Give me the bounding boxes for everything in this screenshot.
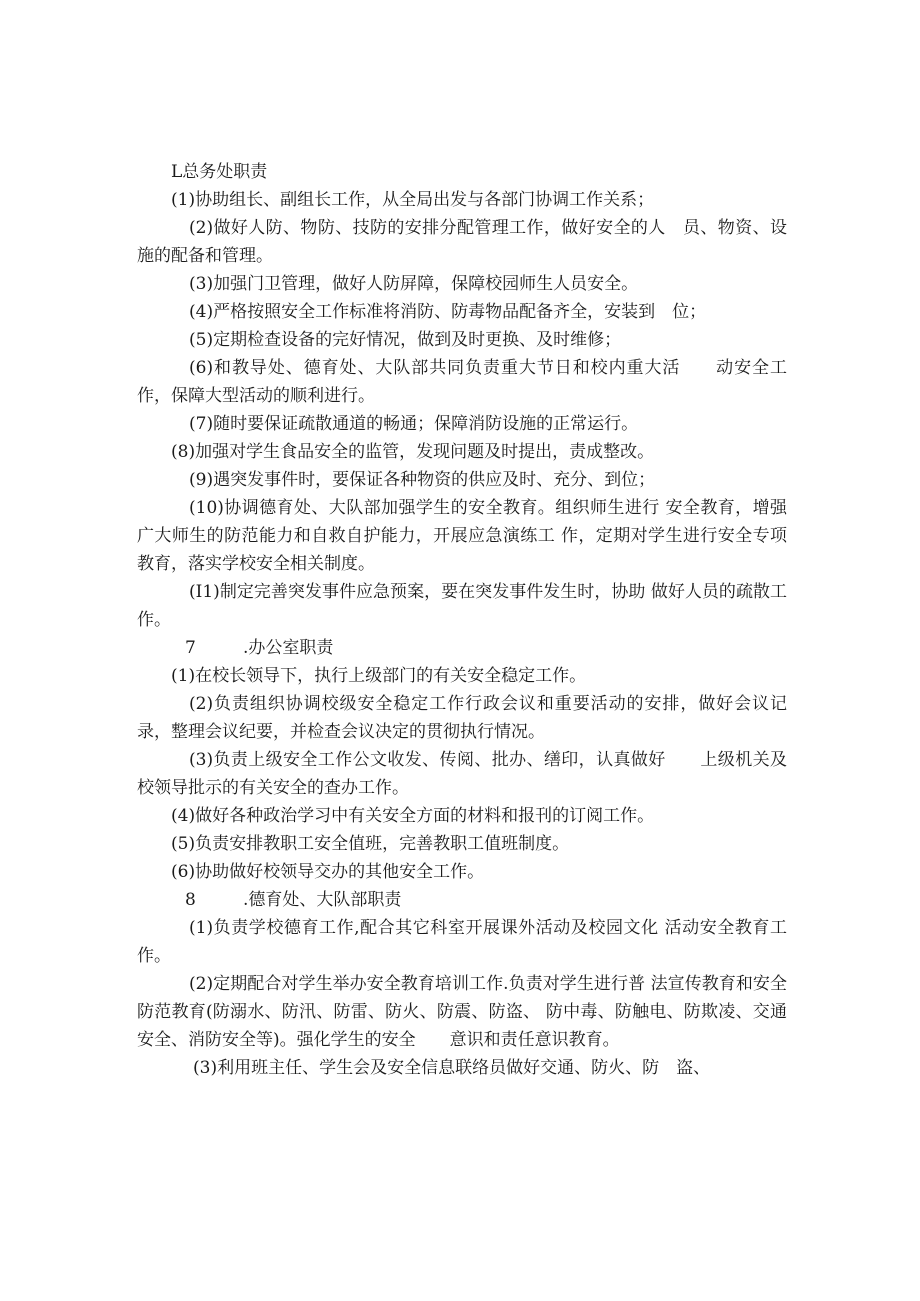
section-moral-number: 8 (185, 890, 196, 910)
general-item-6: (6)和教导处、德育处、大队部共同负责重大节日和校内重大活 动安全工作，保障大型活动的顺利进行。 (137, 358, 787, 406)
office-item-3: (3)负责上级安全工作公文收发、传阅、批办、缮印，认真做好 上级机关及校领导批示的有关安全的查办工作。 (137, 750, 787, 798)
general-item-9: (9)遇突发事件时，要保证各种物资的供应及时、充分、到位； (189, 470, 656, 490)
office-item-5: (5)负责安排教职工安全值班，完善教职工值班制度。 (171, 834, 570, 854)
general-item-4: (4)严格按照安全工作标准将消防、防毒物品配备齐全，安装到 位； (189, 302, 707, 322)
general-item-1: (1)协助组长、副组长工作，从全局出发与各部门协调工作关系； (171, 190, 655, 210)
office-item-2: (2)负责组织协调校级安全稳定工作行政会议和重要活动的安排，做好会议记录，整理会议纪要，并检查会议决定的贯彻执行情况。 (137, 694, 787, 742)
section-office-title: .办公室职责 (243, 638, 334, 658)
document-body (137, 158, 787, 1082)
general-item-11: (I1)制定完善突发事件应急预案，要在突发事件发生时，协助 做好人员的疏散工作。 (137, 582, 787, 630)
section-office-number: 7 (185, 638, 196, 658)
moral-item-3: (3)利用班主任、学生会及安全信息联络员做好交通、防火、防 盗、 (193, 1058, 711, 1078)
office-item-6: (6)协助做好校领导交办的其他安全工作。 (171, 862, 485, 882)
general-item-10: (10)协调德育处、大队部加强学生的安全教育。组织师生进行 安全教育，增强广大师生的防范能力和自救自护能力，开展应急演练工 作，定期对学生进行安全专项教育，落实学校安全相关制度。 (137, 498, 787, 574)
general-item-5: (5)定期检查设备的完好情况，做到及时更换、及时维修； (189, 330, 622, 350)
section-moral-heading (137, 886, 787, 914)
office-item-1: (1)在校长领导下，执行上级部门的有关安全稳定工作。 (171, 666, 587, 686)
office-item-4: (4)做好各种政治学习中有关安全方面的材料和报刊的订阅工作。 (171, 806, 655, 826)
general-item-7: (7)随时要保证疏散通道的畅通；保障消防设施的正常运行。 (189, 414, 639, 434)
section-general-title: L总务处职责 (171, 162, 268, 182)
moral-item-1: (1)负责学校德育工作,配合其它科室开展课外活动及校园文化 活动安全教育工作。 (137, 918, 787, 966)
general-item-8: (8)加强对学生食品安全的监管，发现问题及时提出，责成整改。 (171, 442, 655, 462)
moral-item-2: (2)定期配合对学生举办安全教育培训工作.负责对学生进行普 法宣传教育和安全防范教育(防溺水、防汛、防雷、防火、防震、防盗、 防中毒、防触电、防欺凌、交通安全、消防安全等)。强化学生的安全 意识和责任意识教育。 (137, 974, 787, 1050)
section-moral-title: .德育处、大队部职责 (243, 890, 402, 910)
general-item-2: (2)做好人防、物防、技防的安排分配管理工作，做好安全的人 员、物资、设施的配备和管理。 (137, 218, 787, 266)
section-office-heading (137, 634, 787, 662)
general-item-3: (3)加强门卫管理，做好人防屏障，保障校园师生人员安全。 (189, 274, 639, 294)
